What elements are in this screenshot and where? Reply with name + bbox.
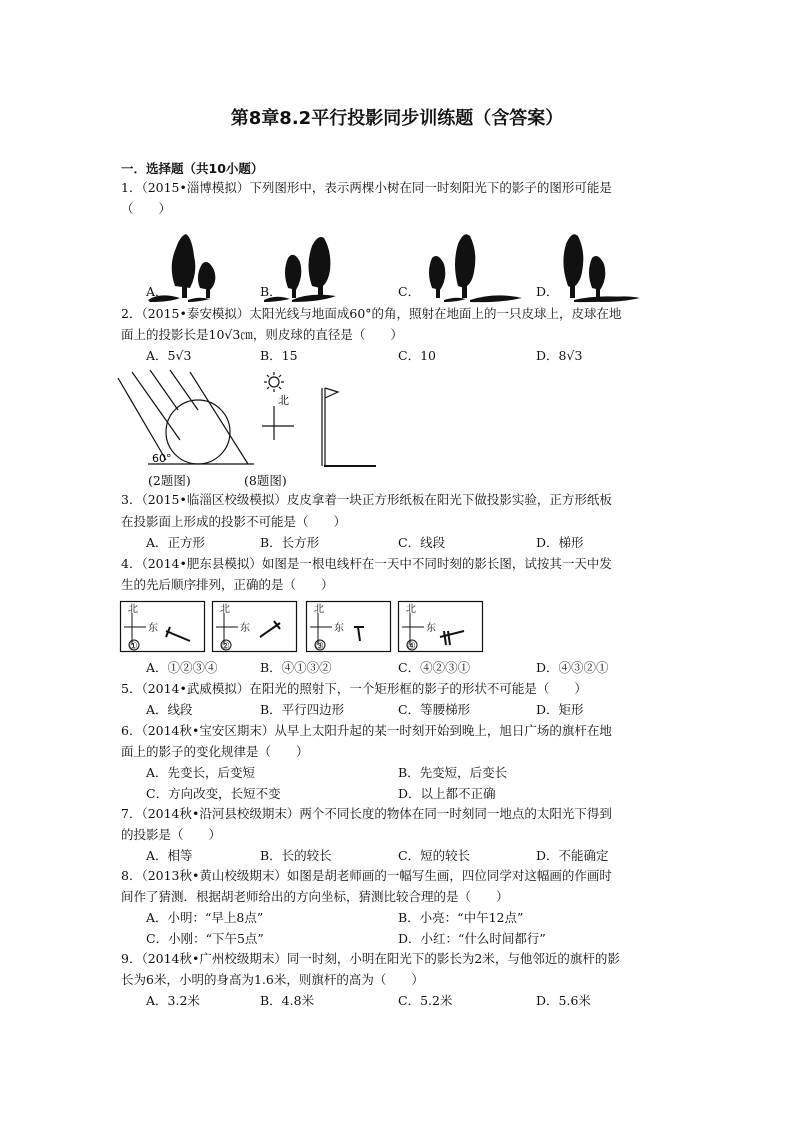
question-4-line1: 4．（2014•肥东县模拟）如图是一根电线杆在一天中不同时刻的影长图，试按其一天中发 (121, 556, 612, 571)
q8-option-d: D．小红：“什么时间都行” (398, 931, 546, 946)
q3-option-c: C．线段 (398, 535, 446, 550)
q7-option-a: A．相等 (146, 848, 193, 863)
q5-option-a: A．线段 (146, 702, 193, 717)
q2-option-b: B．15 (260, 348, 298, 363)
q4-option-a: A．①②③④ (146, 660, 218, 675)
figure-2-ball (118, 370, 258, 470)
q9-option-d: D．5.6米 (536, 993, 591, 1008)
panel-1-north: 北 (128, 604, 138, 615)
q7-option-d: D．不能确定 (536, 848, 609, 863)
question-9-line1: 9．（2014秋•广州校级期末）同一时刻，小明在阳光下的影长为2米，与他邻近的旗杆的影 (121, 951, 620, 966)
q1-option-b: B． (260, 284, 282, 299)
panel-4-north: 北 (406, 604, 416, 615)
question-2-line2: 面上的投影长是10√3㎝，则皮球的直径是（ ） (121, 327, 403, 342)
question-5-line1: 5．（2014•武威模拟）在阳光的照射下，一个矩形框的影子的形状不可能是（ ） (121, 681, 587, 696)
q9-option-c: C．5.2米 (398, 993, 453, 1008)
question-2-line1: 2．（2015•泰安模拟）太阳光线与地面成60°的角，照射在地面上的一只皮球上，皮球在地 (121, 306, 622, 321)
q2-option-a: A．5√3 (146, 348, 192, 363)
question-4-line2: 生的先后顺序排列，正确的是（ ） (121, 577, 334, 592)
panel-2-number: ② (221, 641, 230, 652)
q1-option-c: C． (398, 284, 421, 299)
panel-2-north: 北 (220, 604, 230, 615)
q2-option-c: C．10 (398, 348, 436, 363)
q2-option-d: D．8√3 (536, 348, 583, 363)
q3-option-a: A．正方形 (146, 535, 206, 550)
question-6-line2: 面上的影子的变化规律是（ ） (121, 744, 309, 759)
q3-option-d: D．梯形 (536, 535, 584, 550)
page-title: 第8章8.2平行投影同步训练题（含答案） (230, 108, 564, 129)
question-1-text: 1．（2015•淄博模拟）下列图形中，表示两棵小树在同一时刻阳光下的影子的图形可能是 (121, 180, 612, 195)
question-8-line2: 间作了猜测．根据胡老师给出的方向坐标，猜测比较合理的是（ ） (121, 889, 509, 904)
q3-option-b: B．长方形 (260, 535, 320, 550)
panel-3-east: 东 (334, 623, 344, 634)
north-label: 北 (278, 394, 289, 407)
question-7-line2: 的投影是（ ） (121, 827, 222, 842)
q9-option-a: A．3.2米 (146, 993, 200, 1008)
figure-8-flag (258, 370, 378, 470)
caption-figure-8: (8题图) (244, 473, 287, 488)
q8-option-b: B．小亮：“中午12点” (398, 910, 524, 925)
panel-4-number: ④ (407, 641, 416, 652)
question-6-line1: 6．（2014秋•宝安区期末）从早上太阳升起的某一时刻开始到晚上，旭日广场的旗杆在地 (121, 723, 612, 738)
question-4-figure (120, 601, 484, 653)
q4-option-d: D．④③②① (536, 660, 609, 675)
q6-option-d: D．以上都不正确 (398, 786, 496, 801)
q8-option-a: A．小明：“早上8点” (146, 910, 264, 925)
panel-3-north: 北 (314, 604, 324, 615)
question-8-line1: 8．（2013秋•黄山校级期末）如图是胡老师画的一幅写生画，四位同学对这幅画的作画时 (121, 868, 612, 883)
q6-option-c: C．方向改变，长短不变 (146, 786, 281, 801)
question-9-line2: 长为6米，小明的身高为1.6米，则旗杆的高为（ ） (121, 972, 424, 987)
angle-label: 60° (152, 452, 172, 465)
question-3-line1: 3．（2015•临淄区校级模拟）皮皮拿着一块正方形纸板在阳光下做投影实验，正方形纸板 (121, 492, 612, 507)
tree-option-d (563, 234, 640, 302)
panel-3-number: ③ (315, 641, 324, 652)
q8-option-c: C．小刚：“下午5点” (146, 931, 264, 946)
question-1-paren: （ ） (121, 201, 172, 216)
q9-option-b: B．4.8米 (260, 993, 315, 1008)
q1-option-d: D． (536, 284, 559, 299)
panel-1-east: 东 (148, 623, 158, 634)
q7-option-b: B．长的较长 (260, 848, 332, 863)
q5-option-c: C．等腰梯形 (398, 702, 471, 717)
q5-option-b: B．平行四边形 (260, 702, 345, 717)
q4-option-b: B．④①③② (260, 660, 332, 675)
q1-option-a: A． (146, 284, 168, 299)
q5-option-d: D．矩形 (536, 702, 584, 717)
question-7-line1: 7．（2014秋•沿河县校级期末）两个不同长度的物体在同一时刻同一地点的太阳光下得到 (121, 806, 612, 821)
tree-option-c (429, 234, 522, 302)
caption-figure-2: (2题图) (148, 473, 191, 488)
section-heading: 一．选择题（共10小题） (121, 161, 264, 176)
q7-option-c: C．短的较长 (398, 848, 471, 863)
panel-4-east: 东 (426, 623, 436, 634)
panel-1-number: ① (129, 641, 138, 652)
q4-option-c: C．④②③① (398, 660, 471, 675)
panel-2-east: 东 (240, 623, 250, 634)
q6-option-b: B．先变短，后变长 (398, 765, 508, 780)
q6-option-a: A．先变长，后变短 (146, 765, 256, 780)
question-3-line2: 在投影面上形成的投影不可能是（ ） (121, 514, 347, 529)
